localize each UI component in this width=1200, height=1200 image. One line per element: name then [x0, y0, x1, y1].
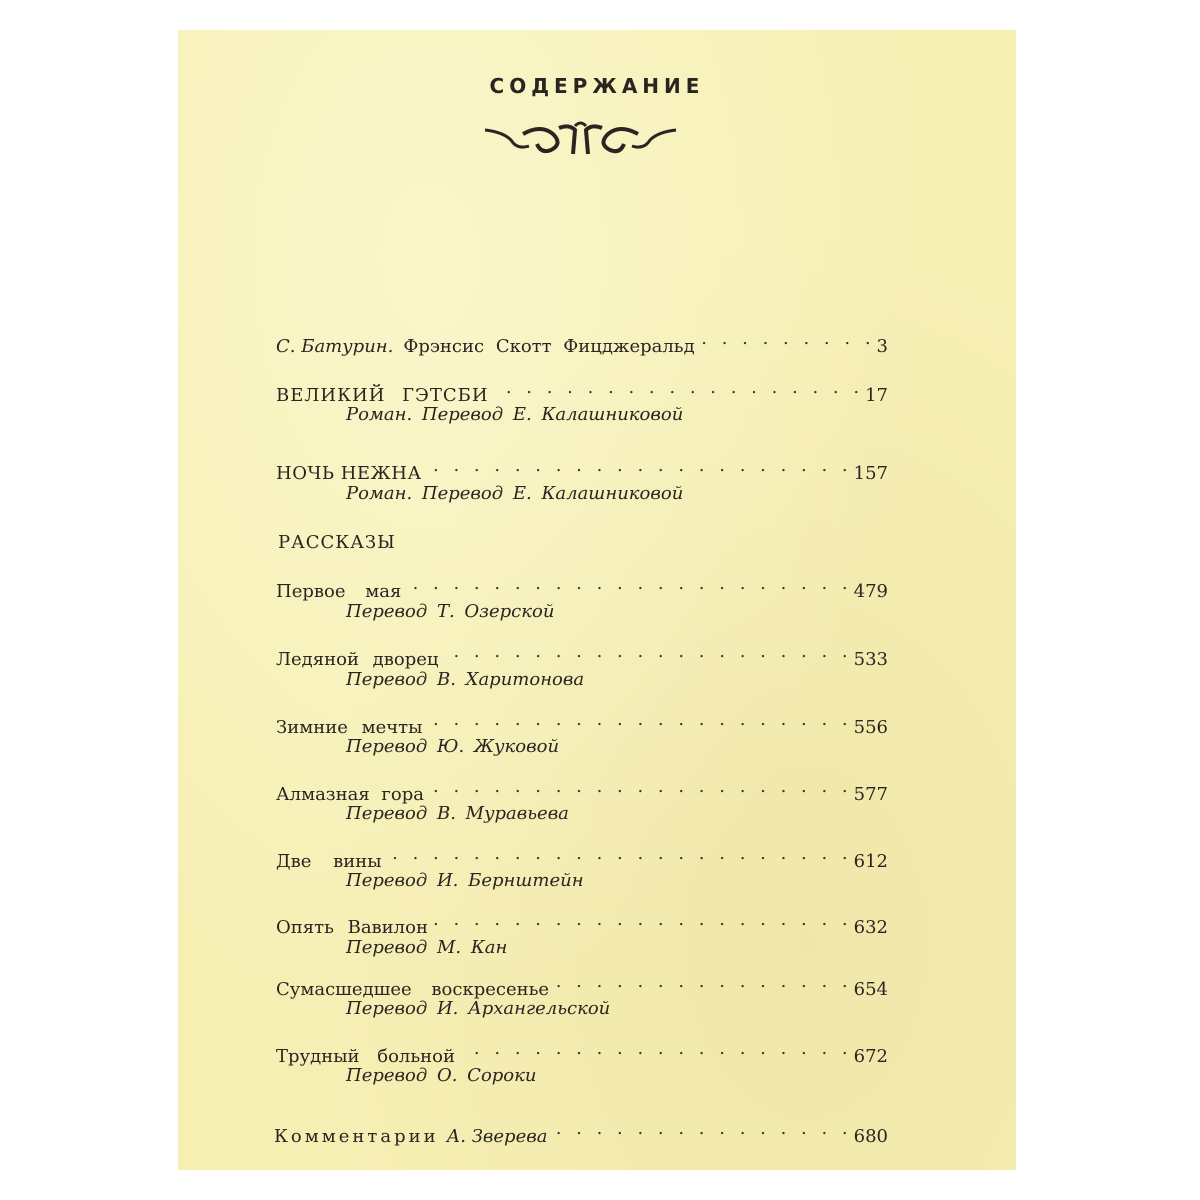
entry-page: 479 — [853, 581, 888, 602]
entry-title: Первое мая — [276, 581, 402, 602]
entry-translator: Перевод Т. Озерской — [346, 601, 555, 622]
toc-entry[interactable] — [276, 571, 888, 602]
toc-entry[interactable] — [276, 907, 888, 938]
entry-author: С. Батурин. — [276, 336, 394, 357]
entry-page: 3 — [876, 336, 888, 357]
entry-subtitle: Роман. Перевод Е. Калашниковой — [346, 483, 684, 504]
book-page — [178, 30, 1016, 1170]
entry-title: НОЧЬ НЕЖНА — [276, 463, 422, 484]
dot-leader — [388, 841, 848, 867]
entry-translator: Перевод И. Архангельской — [346, 998, 611, 1019]
entry-title: Две вины — [276, 851, 382, 872]
toc-entry[interactable] — [276, 639, 888, 670]
entry-page: 654 — [853, 979, 888, 1000]
dot-leader — [461, 1036, 848, 1062]
entry-page: 632 — [853, 917, 888, 938]
entry-translator: Перевод В. Харитонова — [346, 669, 585, 690]
entry-title: Алмазная гора — [276, 784, 424, 805]
entry-translator: Перевод В. Муравьева — [346, 803, 569, 824]
dot-leader — [430, 774, 848, 800]
toc-entry[interactable] — [276, 326, 888, 357]
entry-title: ВЕЛИКИЙ ГЭТСБИ — [276, 385, 489, 406]
dot-leader — [407, 571, 847, 597]
toc-entry[interactable] — [276, 969, 888, 1000]
entry-page: 533 — [853, 649, 888, 670]
entry-title: Фрэнсис Скотт Фицджеральд — [403, 336, 695, 357]
toc-entry[interactable] — [276, 707, 888, 738]
entry-page: 680 — [853, 1126, 888, 1147]
entry-page: 556 — [853, 717, 888, 738]
toc-entry[interactable] — [276, 375, 888, 406]
section-title: РАССКАЗЫ — [278, 532, 396, 553]
toc-entry[interactable] — [276, 774, 888, 805]
toc-entry[interactable] — [276, 841, 888, 872]
entry-title: Ледяной дворец — [276, 649, 439, 670]
entry-translator: Перевод Ю. Жуковой — [346, 736, 560, 757]
dot-leader — [553, 1116, 847, 1142]
dot-leader — [434, 907, 848, 933]
toc-entry[interactable] — [274, 1116, 888, 1147]
dot-leader — [555, 969, 848, 995]
entry-page: 17 — [865, 385, 888, 406]
entry-translator: Перевод М. Кан — [346, 937, 508, 958]
entry-title: Зимние мечты — [276, 717, 423, 738]
entry-page: 157 — [853, 463, 888, 484]
ornament-divider — [483, 120, 678, 160]
entry-author: А. Зверева — [446, 1126, 548, 1147]
page-heading: СОДЕРЖАНИЕ — [489, 74, 705, 98]
toc-entry[interactable] — [276, 1036, 888, 1067]
entry-page: 577 — [853, 784, 888, 805]
dot-leader — [444, 639, 847, 665]
entry-title: Сумасшедшее воскресенье — [276, 979, 550, 1000]
dot-leader — [428, 453, 848, 479]
entry-page: 612 — [853, 851, 888, 872]
dot-leader — [495, 375, 860, 401]
dot-leader — [428, 707, 847, 733]
entry-subtitle: Роман. Перевод Е. Калашниковой — [346, 404, 684, 425]
entry-title: Опять Вавилон — [276, 917, 428, 938]
entry-page: 672 — [853, 1046, 888, 1067]
dot-leader — [701, 326, 871, 352]
entry-translator: Перевод И. Бернштейн — [346, 870, 584, 891]
toc-entry[interactable] — [276, 453, 888, 484]
entry-title: Трудный больной — [276, 1046, 455, 1067]
entry-title: Комментарии — [274, 1126, 439, 1147]
entry-translator: Перевод О. Сороки — [346, 1065, 537, 1086]
